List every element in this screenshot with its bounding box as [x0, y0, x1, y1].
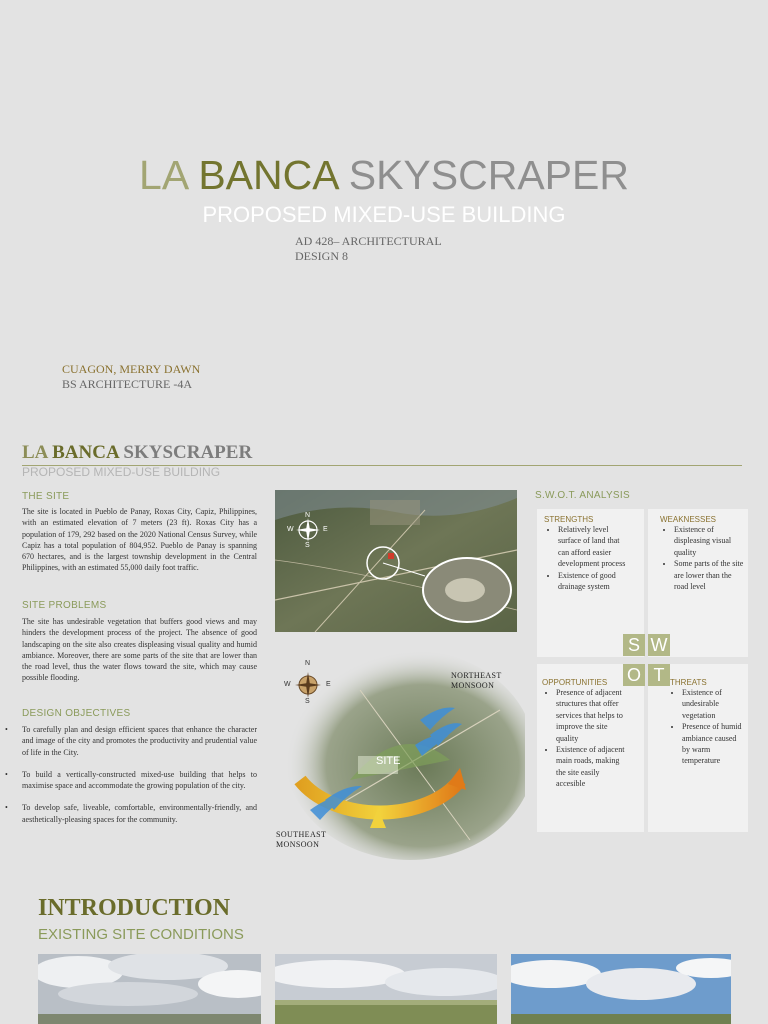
site-heading: THE SITE	[22, 491, 70, 502]
program-name: BS ARCHITECTURE -4A	[62, 377, 193, 391]
aerial-compass-n: N	[305, 512, 311, 519]
board-title-skyscraper: SKYSCRAPER	[123, 442, 253, 463]
objective-item: • To build a vertically-constructed mixed-use building that helps to maximise space and accommodate the growing population of the city.	[5, 769, 257, 791]
aerial-compass-e: E	[323, 526, 328, 533]
opportunity-item: • Presence of adjacent structures that offer services that helps to improve the site quality	[556, 687, 630, 744]
aerial-compass-s: S	[305, 542, 310, 549]
site-photo-2-graphic	[275, 954, 497, 1024]
site-photo-2	[275, 954, 497, 1024]
swot-letter-w: W	[648, 634, 670, 656]
course-line-2: DESIGN 8	[295, 249, 348, 263]
threat-item: • Existence of undesirable vegetation	[682, 687, 742, 721]
threat-item: • Presence of humid ambiance caused by warm temperature	[682, 721, 742, 767]
aerial-compass-w: W	[287, 526, 294, 533]
problems-heading: SITE PROBLEMS	[22, 600, 107, 611]
southeast-label-line1: SOUTHEAST	[276, 830, 327, 839]
site-text: The site is located in Pueblo de Panay, Roxas City, Capiz, Philippines, with an estimated elevation of 7 meters (23 ft). Roxas City has a population of 179, 292 based on the 2020 National Census Survey, while Capiz has a total population of 804,952. Pueblo de Panay is spanning 670 hectares, and is the largest township development in the Central Philippines, with an estimated 55,000 daily foot traffic.	[22, 507, 257, 573]
objective-item: • To carefully plan and design efficient spaces that enhance the character and image of the city and promotes the productivity and prudential value of life in the City.	[5, 725, 257, 757]
swot-threats-box	[648, 664, 748, 832]
southeast-label-line2: MONSOON	[276, 840, 320, 849]
site-photo-1	[38, 954, 261, 1024]
swot-letter-o: O	[623, 664, 645, 686]
site-label: SITE	[376, 755, 401, 767]
diagram-compass-w: W	[284, 681, 291, 688]
opportunities-list	[537, 687, 630, 790]
northeast-monsoon-label	[451, 671, 502, 691]
cover-subtitle: PROPOSED MIXED-USE BUILDING	[202, 202, 566, 227]
course-line-1: AD 428– ARCHITECTURAL	[295, 234, 442, 248]
northeast-label-line1: NORTHEAST	[451, 671, 502, 680]
site-aerial-map	[275, 490, 517, 632]
site-photo-3	[511, 954, 731, 1024]
objective-text: To build a vertically-constructed mixed-use building that helps to maximise space and accommodate the growing population of the city.	[22, 769, 257, 791]
cover-title-banca: BANCA	[198, 152, 338, 198]
swot-letter-t: T	[648, 664, 670, 686]
aerial-map-graphic	[275, 490, 517, 632]
weakness-item: • Existence of displeasing visual quality	[674, 524, 744, 558]
objective-item: • To develop safe, liveable, comfortable, environmentally-friendly, and aesthetically-pleasing spaces for the community.	[5, 803, 257, 824]
weaknesses-list	[648, 524, 744, 592]
problems-text: The site has undesirable vegetation that buffers good views and may hinders the development process of the project. The absence of good landscaping on the site also creates displeasing visual quality and humid ambiance. Moreover, there are some parts of the site that are lower than the road level, thus the water flows toward the site, which may cause possible flooding.	[22, 617, 257, 683]
diagram-compass-e: E	[326, 681, 331, 688]
intro-title: INTRODUCTION	[38, 895, 231, 921]
author-name: CUAGON, MERRY DAWN	[62, 362, 201, 376]
site-photo-1-graphic	[38, 954, 261, 1024]
opportunities-label: OPPORTUNITIES	[542, 678, 608, 687]
course-info	[295, 234, 495, 264]
cover-title-skyscraper: SKYSCRAPER	[348, 152, 629, 198]
diagram-compass-s: S	[305, 698, 310, 705]
board-title-la: LA	[22, 442, 48, 463]
cover-title-la: LA	[139, 152, 187, 198]
objectives-heading: DESIGN OBJECTIVES	[22, 708, 131, 719]
northeast-label-line2: MONSOON	[451, 681, 495, 690]
threats-list	[648, 687, 742, 767]
swot-letter-s: S	[623, 634, 645, 656]
objectives-list	[5, 724, 257, 825]
strength-item: • Existence of good drainage system	[558, 570, 628, 593]
board-title	[22, 442, 252, 464]
threats-label: THREATS	[670, 678, 707, 687]
swot-opportunities-box	[537, 664, 644, 832]
board-subtitle: PROPOSED MIXED-USE BUILDING	[22, 465, 221, 479]
site-photo-3-graphic	[511, 954, 731, 1024]
opportunity-item: • Existence of adjacent main roads, making the site easily accesible	[556, 744, 630, 790]
monsoon-diagram	[270, 650, 525, 860]
swot-heading: S.W.O.T. ANALYSIS	[535, 490, 630, 501]
weaknesses-label: WEAKNESSES	[660, 515, 717, 524]
strengths-list	[537, 524, 628, 592]
objective-text: To carefully plan and design efficient spaces that enhance the character and image of the city and promotes the productivity and prudential value of life in the City.	[22, 725, 257, 757]
weakness-item: • Some parts of the site are lower than the road level	[674, 558, 744, 592]
objective-text: To develop safe, liveable, comfortable, environmentally-friendly, and aesthetically-pleasing spaces for the community.	[22, 803, 257, 824]
southeast-monsoon-label	[276, 830, 326, 850]
diagram-compass-n: N	[305, 660, 311, 667]
strengths-label: STRENGTHS	[544, 515, 594, 524]
strength-item: • Relatively level surface of land that can afford easier development process	[558, 524, 628, 570]
cover-title	[0, 152, 768, 199]
board-title-banca: BANCA	[52, 442, 119, 463]
intro-subtitle: EXISTING SITE CONDITIONS	[38, 926, 244, 943]
